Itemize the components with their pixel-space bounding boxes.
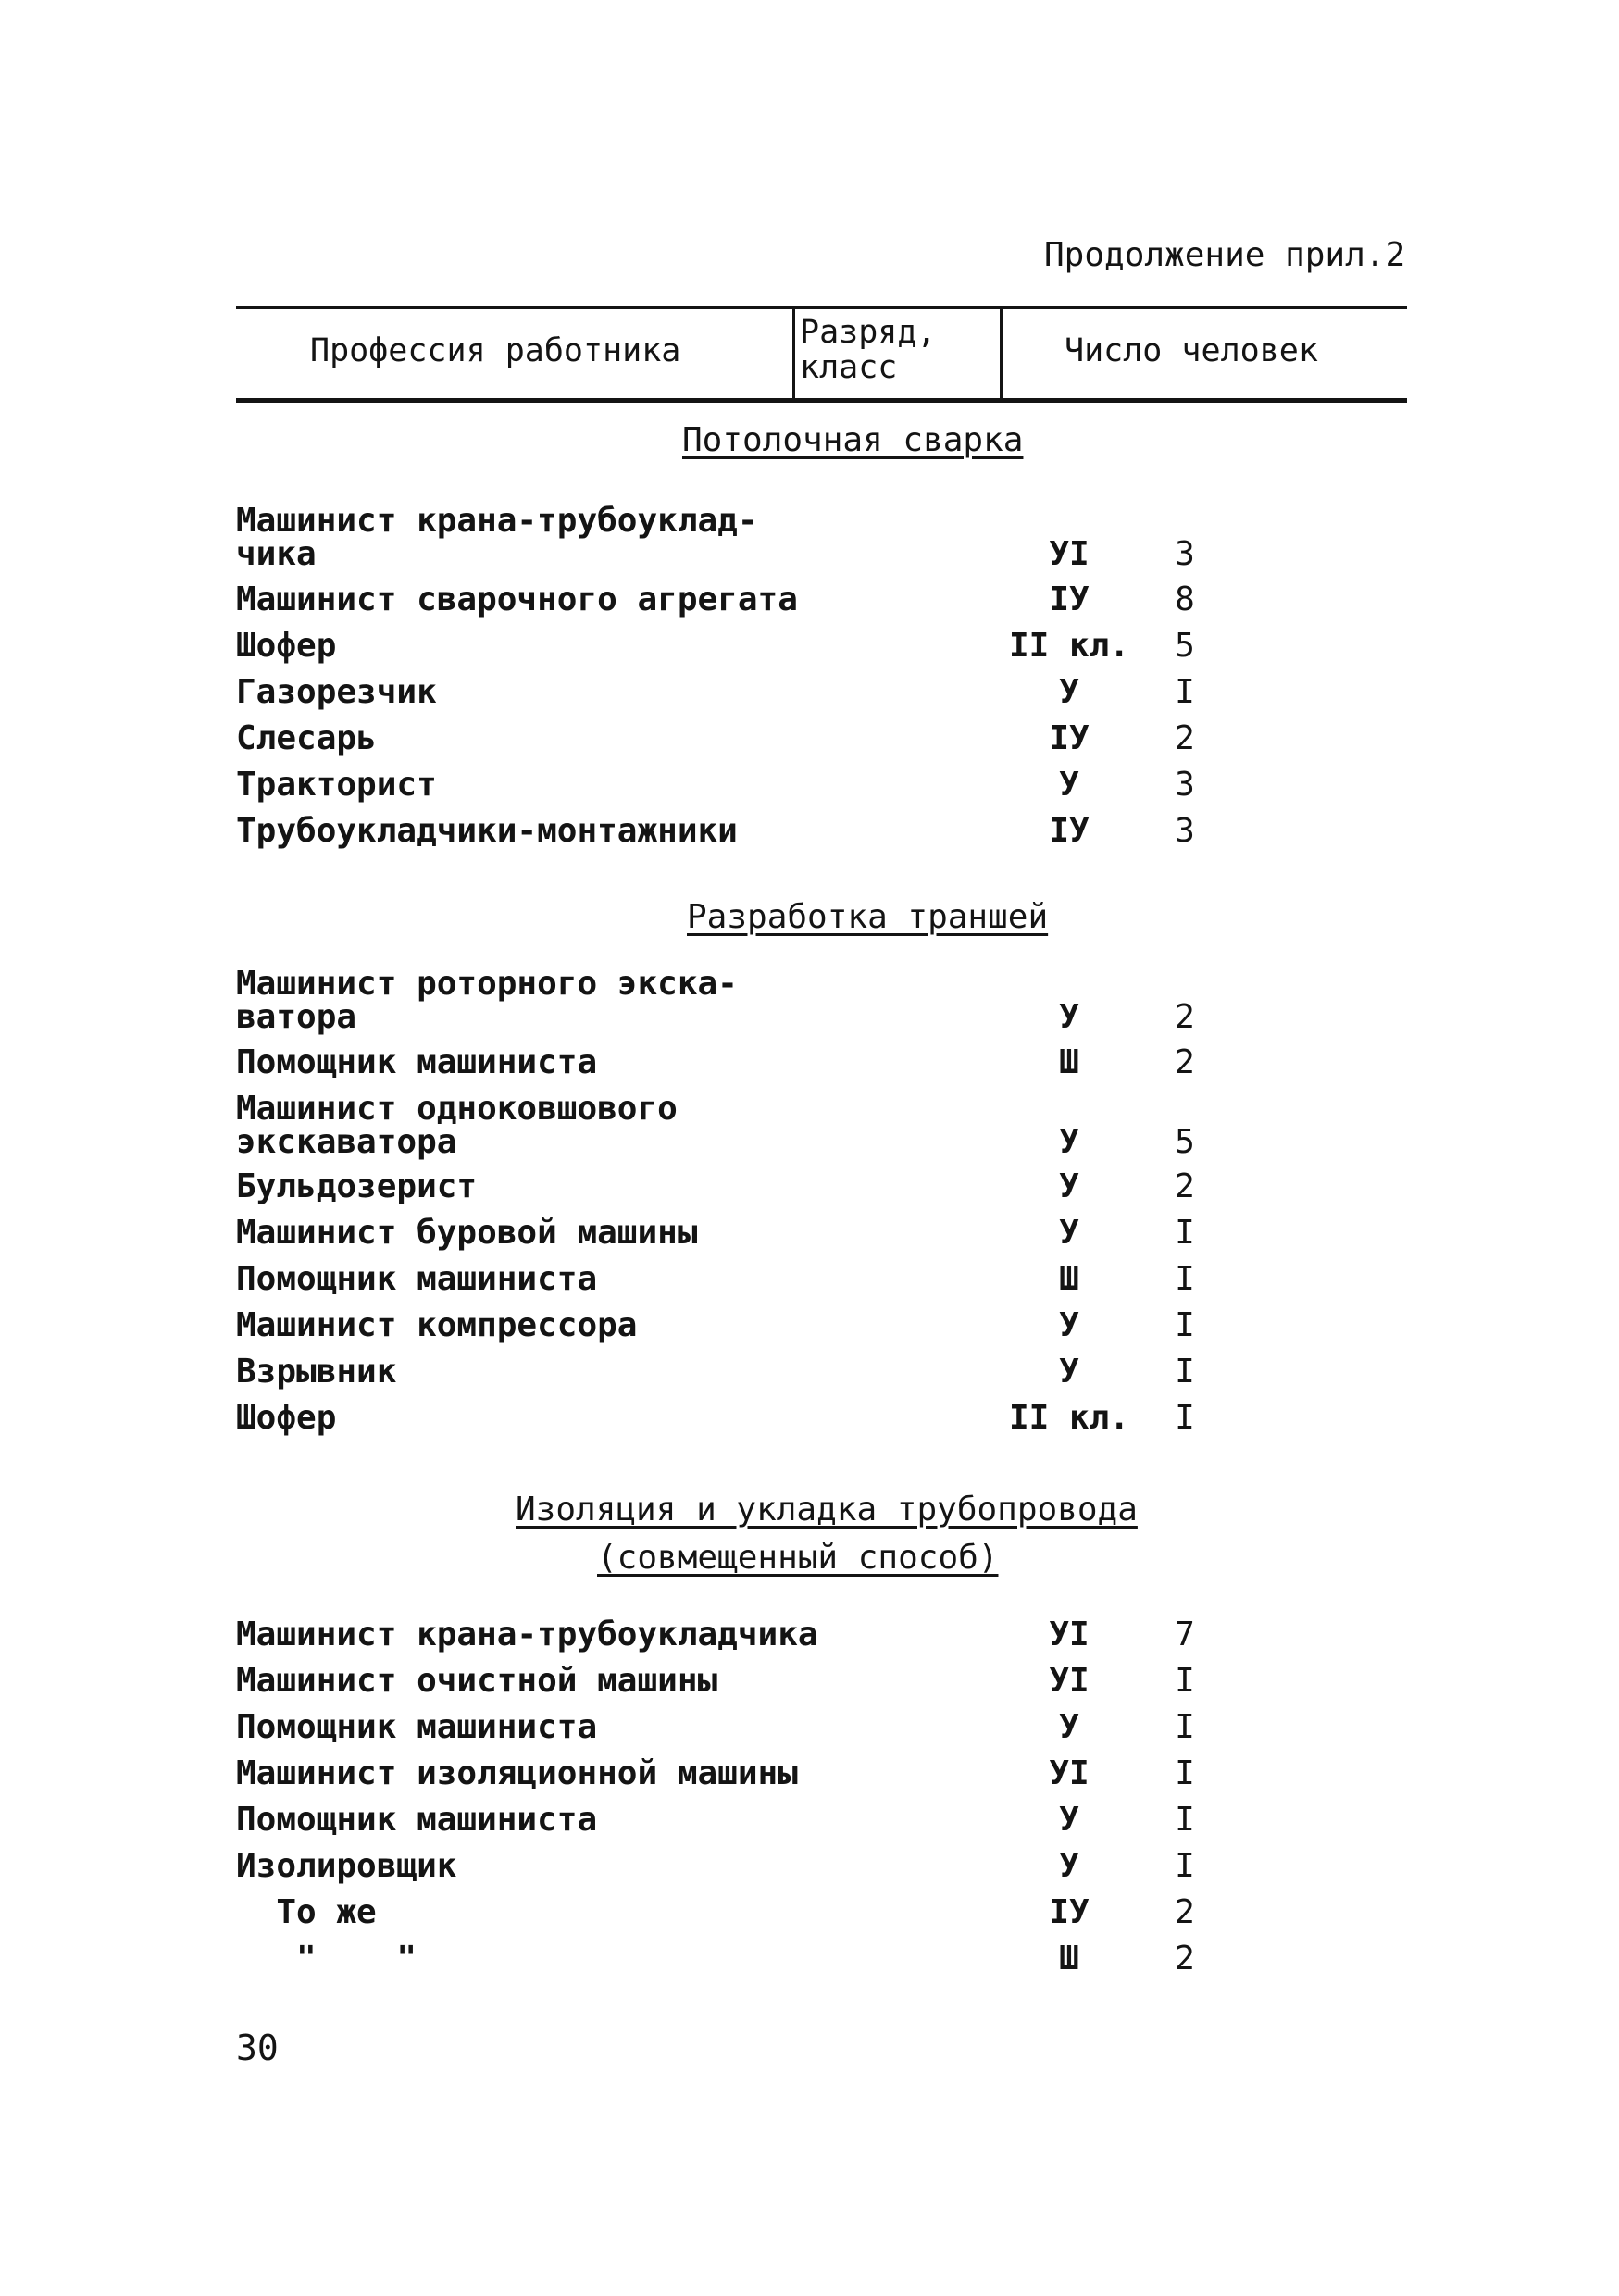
table-row — [236, 719, 1407, 757]
row-count: I — [1175, 1801, 1195, 1839]
row-count: I — [1175, 1399, 1195, 1437]
table-row — [236, 1708, 1407, 1746]
row-profession: Машинист сварочного агрегата — [236, 580, 798, 618]
table-row — [236, 1399, 1407, 1437]
row-count: 2 — [1175, 1043, 1195, 1081]
row-profession: Трубоукладчики-монтажники — [236, 812, 738, 850]
column-divider — [792, 309, 795, 398]
table-row — [236, 1618, 1407, 1652]
row-count: I — [1175, 1260, 1195, 1298]
row-count: 7 — [1175, 1616, 1195, 1653]
table-row — [236, 768, 1407, 802]
row-profession: Слесарь — [236, 719, 377, 757]
table-row — [236, 1167, 1407, 1205]
table-row — [236, 1942, 1407, 1976]
header-count: Число человек — [1065, 332, 1318, 369]
row-rank: Ш — [1059, 1260, 1079, 1298]
row-rank: У — [1059, 1214, 1079, 1252]
row-rank: У — [1059, 1123, 1079, 1161]
table-row — [236, 627, 1407, 665]
header-profession: Профессия работника — [310, 332, 681, 369]
row-rank: Ш — [1059, 1043, 1079, 1081]
row-profession: Машинист буровой машины — [236, 1214, 698, 1252]
row-profession: Бульдозерист — [236, 1167, 478, 1205]
row-profession: Изолировщик — [236, 1847, 457, 1885]
row-rank: УI — [1049, 1662, 1090, 1700]
row-count: 3 — [1175, 766, 1195, 804]
row-rank: У — [1059, 766, 1079, 804]
table-row — [236, 1754, 1407, 1792]
row-count: 5 — [1175, 627, 1195, 665]
table-row — [236, 1043, 1407, 1081]
row-count: I — [1175, 1847, 1195, 1885]
section-title-ceiling-welding: Потолочная сварка — [682, 421, 1024, 459]
row-count: I — [1175, 1306, 1195, 1344]
table-row — [236, 502, 1407, 573]
table-row — [236, 1260, 1407, 1298]
row-rank: УI — [1049, 1754, 1090, 1792]
row-rank: УI — [1049, 535, 1090, 573]
header-rank-line2: класс — [800, 349, 898, 386]
row-profession: " " — [236, 1940, 417, 1978]
row-count: I — [1175, 1214, 1195, 1252]
row-profession: Помощник машиниста — [236, 1708, 598, 1746]
table-row — [236, 1306, 1407, 1344]
row-rank: У — [1059, 998, 1079, 1036]
row-rank: У — [1059, 1306, 1079, 1344]
table-row — [236, 580, 1407, 618]
row-rank: IУ — [1049, 812, 1090, 850]
row-profession: Помощник машиниста — [236, 1801, 598, 1839]
row-rank: IУ — [1049, 580, 1090, 618]
table-header-rule — [236, 398, 1407, 403]
row-profession: Помощник машиниста — [236, 1260, 598, 1298]
table-row — [236, 673, 1407, 711]
row-count: I — [1175, 1662, 1195, 1700]
row-count: I — [1175, 673, 1195, 711]
row-profession: Машинист крана-трубоуклад- чика — [236, 502, 758, 573]
table-top-rule — [236, 306, 1407, 309]
section-title-insulation-line1: Изоляция и укладка трубопровода — [516, 1491, 1138, 1529]
table-row — [236, 1847, 1407, 1885]
row-profession: Тракторист — [236, 766, 437, 804]
row-rank: У — [1059, 1847, 1079, 1885]
row-count: I — [1175, 1708, 1195, 1746]
page-number: 30 — [236, 2028, 279, 2068]
section-title-trench-digging: Разработка траншей — [687, 898, 1049, 936]
table-row — [236, 1662, 1407, 1700]
row-profession: Машинист очистной машины — [236, 1662, 718, 1700]
row-count: 2 — [1175, 998, 1195, 1036]
row-profession: Газорезчик — [236, 673, 437, 711]
row-rank: У — [1059, 1801, 1079, 1839]
row-profession: Машинист изоляционной машины — [236, 1754, 798, 1792]
row-profession: Машинист роторного экска- ватора — [236, 965, 738, 1036]
table-row — [236, 1893, 1407, 1931]
table-row — [236, 1803, 1407, 1837]
row-profession: Шофер — [236, 627, 337, 665]
row-count: 2 — [1175, 1940, 1195, 1978]
table-row — [236, 1092, 1407, 1159]
column-divider — [1000, 309, 1003, 398]
row-count: 2 — [1175, 1167, 1195, 1205]
row-rank: У — [1059, 1353, 1079, 1391]
row-count: I — [1175, 1754, 1195, 1792]
row-count: 3 — [1175, 812, 1195, 850]
row-profession: Машинист компрессора — [236, 1306, 638, 1344]
row-count: 5 — [1175, 1123, 1195, 1161]
continuation-note: Продолжение прил.2 — [1044, 236, 1406, 274]
row-count: I — [1175, 1353, 1195, 1391]
table-row — [236, 967, 1407, 1034]
table-row — [236, 812, 1407, 850]
section-title-insulation-line2: (совмещенный способ) — [597, 1539, 999, 1577]
row-count: 2 — [1175, 719, 1195, 757]
row-rank: IУ — [1049, 719, 1090, 757]
table-row — [236, 1355, 1407, 1389]
row-rank: II кл. — [1008, 1399, 1130, 1437]
row-rank: У — [1059, 1708, 1079, 1746]
row-rank: II кл. — [1008, 627, 1130, 665]
table-row — [236, 1214, 1407, 1252]
row-count: 3 — [1175, 535, 1195, 573]
row-profession: Машинист крана-трубоукладчика — [236, 1616, 818, 1653]
row-count: 2 — [1175, 1893, 1195, 1931]
header-rank — [800, 315, 937, 385]
row-profession: Шофер — [236, 1399, 337, 1437]
row-profession: Помощник машиниста — [236, 1043, 598, 1081]
row-rank: IУ — [1049, 1893, 1090, 1931]
row-profession: Машинист одноковшового экскаватора — [236, 1090, 678, 1161]
header-rank-line1: Разряд, — [800, 314, 937, 351]
row-rank: Ш — [1059, 1940, 1079, 1978]
row-profession: Взрывник — [236, 1353, 397, 1391]
row-rank: У — [1059, 673, 1079, 711]
row-count: 8 — [1175, 580, 1195, 618]
row-profession: То же — [236, 1893, 377, 1931]
row-rank: УI — [1049, 1616, 1090, 1653]
row-rank: У — [1059, 1167, 1079, 1205]
